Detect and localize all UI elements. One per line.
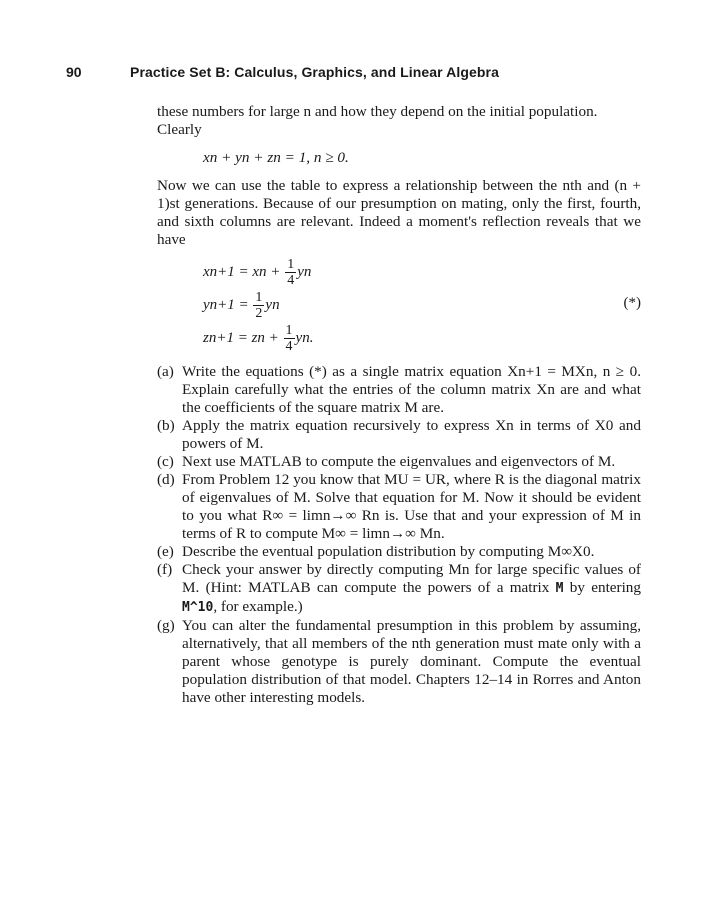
equation-y-lhs: yn+1 = xyxy=(203,296,253,313)
exercise-item-f xyxy=(157,561,641,617)
item-letter: (e) xyxy=(157,543,174,560)
recurrence-system xyxy=(203,257,641,355)
running-head: Practice Set B: Calculus, Graphics, and Linear Algebra xyxy=(130,64,499,80)
fraction-one-quarter xyxy=(285,257,296,288)
item-text-part: , for example.) xyxy=(213,598,303,615)
matlab-code-power: M^10 xyxy=(182,600,214,615)
page-body xyxy=(157,103,641,707)
equation-x-lhs: xn+1 = xn + xyxy=(203,263,285,280)
exercise-list xyxy=(157,363,641,707)
exercise-item-b xyxy=(157,417,641,453)
equation-x xyxy=(203,257,311,288)
equation-x-rhs: yn xyxy=(297,263,312,280)
sum-equation: xn + yn + zn = 1, n ≥ 0. xyxy=(203,149,349,166)
fraction-numerator: 1 xyxy=(255,290,263,305)
equation-z-rhs: yn. xyxy=(295,329,314,346)
item-letter: (c) xyxy=(157,453,174,470)
fraction-one-quarter xyxy=(284,323,295,354)
fraction-denominator: 2 xyxy=(255,306,263,321)
fraction-one-half xyxy=(253,290,264,321)
exercise-item-g xyxy=(157,617,641,707)
fraction-denominator: 4 xyxy=(287,273,295,288)
item-text: You can alter the fundamental presumption in this problem by assuming, alternatively, that all members of the nth generation must mate only with a parent whose genotype is purely dominant. Compute the eventual population distribution of that model. Chapters 12–14 in Rorres and Anton have other interesting models. xyxy=(182,617,641,706)
exercise-item-d xyxy=(157,471,641,543)
item-text-part: by entering xyxy=(563,579,641,596)
intro-line-2: Clearly xyxy=(157,121,202,138)
intro-line-1: these numbers for large n and how they depend on the initial population. xyxy=(157,103,598,120)
fraction-numerator: 1 xyxy=(287,257,295,272)
fraction-numerator: 1 xyxy=(285,323,293,338)
exercise-item-a xyxy=(157,363,641,417)
exercise-item-e xyxy=(157,543,641,561)
relationship-paragraph: Now we can use the table to express a relationship between the nth and (n + 1)st generations. Because of our presumption on mating, only the first, fourth, and sixth columns are relevant. Indeed a moment's reflection reveals that we have xyxy=(157,177,641,248)
item-text xyxy=(182,561,641,615)
fraction-denominator: 4 xyxy=(285,339,293,354)
item-text: Next use MATLAB to compute the eigenvalues and eigenvectors of M. xyxy=(182,453,616,470)
item-letter: (g) xyxy=(157,617,175,634)
item-letter: (a) xyxy=(157,363,174,380)
item-letter: (d) xyxy=(157,471,175,488)
matlab-code-matrix: M xyxy=(555,581,564,596)
page-number: 90 xyxy=(66,64,82,80)
exercise-item-c xyxy=(157,453,641,471)
item-letter: (b) xyxy=(157,417,175,434)
item-text: Apply the matrix equation recursively to express Xn in terms of X0 and powers of M. xyxy=(182,417,641,452)
item-text-part: Check your answer by directly computing Mn for large specific values of M. (Hint: MATLAB can compute the powers of a matrix xyxy=(182,561,641,596)
equation-z xyxy=(203,323,313,354)
equation-y xyxy=(203,290,280,321)
equation-tag: (*) xyxy=(623,295,641,311)
item-text: Describe the eventual population distribution by computing M∞X0. xyxy=(182,543,595,560)
item-text: From Problem 12 you know that MU = UR, where R is the diagonal matrix of eigenvalues of M. Solve that equation for M. Now it should be evident to you what R∞ = limn→∞ Rn is. Use that and your expression of M in terms of R to compute M∞ = limn→∞ Mn. xyxy=(182,471,641,542)
item-text: Write the equations (*) as a single matrix equation Xn+1 = MXn, n ≥ 0. Explain carefully what the entries of the column matrix Xn are and what the coefficients of the square matrix M are. xyxy=(182,363,641,416)
equation-y-rhs: yn xyxy=(265,296,280,313)
item-letter: (f) xyxy=(157,561,173,578)
equation-z-lhs: zn+1 = zn + xyxy=(203,329,283,346)
